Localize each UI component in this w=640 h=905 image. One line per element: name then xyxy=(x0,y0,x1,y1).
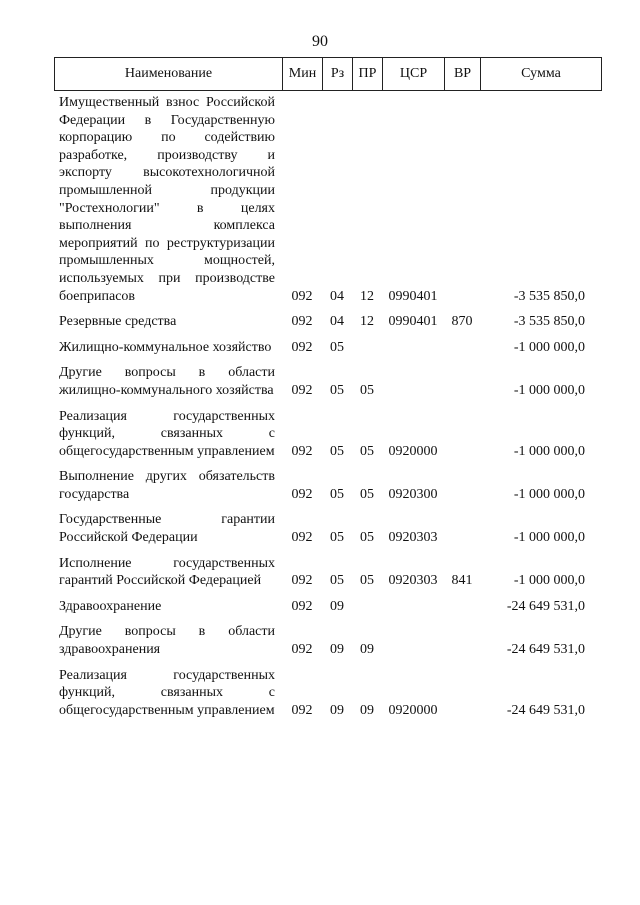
row-csr xyxy=(382,339,444,357)
row-name: Имущественный взнос Российской Федерации в Государственную корпорацию по содействию разработке, производству и экспорту высокотехнологичной промышленной продукции "Ростехнологии" в целях выполнения комплекса мероприятий по реструктуризации промышленных мощностей, используемых при производстве боеприпасов xyxy=(59,95,275,304)
row-rz: 05 xyxy=(330,573,344,589)
row-csr: 0990401 xyxy=(388,314,438,330)
table-row xyxy=(54,408,601,461)
row-sum: -24 649 531,0 xyxy=(506,642,585,658)
row-sum: -1 000 000,0 xyxy=(513,486,585,502)
row-min: 092 xyxy=(291,702,313,718)
row-spacer xyxy=(54,331,601,339)
row-sum: -1 000 000,0 xyxy=(513,443,585,459)
row-name: Реализация государственных функций, связанных с общегосударственным управлением xyxy=(59,667,275,718)
row-vr xyxy=(444,339,480,357)
column-header-csr: ЦСР xyxy=(383,58,445,91)
row-min: 092 xyxy=(291,598,313,614)
row-min: 092 xyxy=(291,382,313,398)
table-row xyxy=(54,511,601,546)
row-csr: 0920300 xyxy=(388,486,438,502)
row-vr: 841 xyxy=(451,573,473,589)
row-name: Выполнение других обязательств государства xyxy=(59,469,275,502)
row-spacer xyxy=(54,659,601,667)
row-sum: -3 535 850,0 xyxy=(513,314,585,330)
budget-table xyxy=(54,94,601,719)
row-spacer xyxy=(54,400,601,408)
row-rz: 04 xyxy=(330,288,344,304)
row-name: Резервные средства xyxy=(59,314,177,330)
row-sum: -3 535 850,0 xyxy=(513,288,585,304)
row-name: Исполнение государственных гарантий Российской Федерацией xyxy=(59,555,275,589)
row-vr: 870 xyxy=(451,314,473,330)
table-row xyxy=(54,667,601,720)
row-sum: -1 000 000,0 xyxy=(513,530,585,546)
row-pr: 12 xyxy=(360,288,374,304)
table-row xyxy=(54,94,601,305)
row-min: 092 xyxy=(291,314,313,330)
row-sum: -1 000 000,0 xyxy=(513,573,585,589)
row-vr xyxy=(444,408,480,461)
row-pr: 05 xyxy=(360,486,374,502)
row-vr xyxy=(444,623,480,658)
row-pr: 09 xyxy=(360,642,374,658)
row-rz: 09 xyxy=(330,702,344,718)
row-spacer xyxy=(54,460,601,468)
row-pr: 05 xyxy=(360,382,374,398)
row-name: Здравоохранение xyxy=(59,598,162,614)
row-vr xyxy=(444,667,480,720)
row-pr xyxy=(352,598,382,616)
row-vr xyxy=(444,364,480,399)
row-pr: 12 xyxy=(360,314,374,330)
row-spacer xyxy=(54,615,601,623)
table-row xyxy=(54,555,601,590)
row-csr xyxy=(382,623,444,658)
row-pr xyxy=(352,339,382,357)
row-min: 092 xyxy=(291,288,313,304)
table-header xyxy=(54,57,602,91)
row-rz: 04 xyxy=(330,314,344,330)
row-rz: 05 xyxy=(330,443,344,459)
row-rz: 05 xyxy=(330,339,344,355)
column-header-min: Мин xyxy=(283,58,323,91)
row-csr: 0990401 xyxy=(388,288,438,304)
row-rz: 09 xyxy=(330,598,344,614)
row-spacer xyxy=(54,356,601,364)
row-name: Реализация государственных функций, связанных с общегосударственным управлением xyxy=(59,408,275,459)
row-csr xyxy=(382,598,444,616)
page-number: 90 xyxy=(312,33,328,50)
row-pr: 09 xyxy=(360,702,374,718)
row-csr: 0920303 xyxy=(388,530,438,546)
row-spacer xyxy=(54,590,601,598)
row-name: Другие вопросы в области здравоохранения xyxy=(59,624,275,658)
column-header-pr: ПР xyxy=(353,58,383,91)
row-min: 092 xyxy=(291,339,313,355)
row-sum: -24 649 531,0 xyxy=(506,702,585,718)
row-vr xyxy=(444,94,480,305)
row-csr: 0920000 xyxy=(388,702,438,718)
row-spacer xyxy=(54,547,601,555)
row-spacer xyxy=(54,305,601,313)
row-min: 092 xyxy=(291,486,313,502)
column-header-name: Наименование xyxy=(55,58,283,91)
row-name: Государственные гарантии Российской Федерации xyxy=(59,512,275,546)
row-rz: 05 xyxy=(330,382,344,398)
row-vr xyxy=(444,511,480,546)
row-csr: 0920000 xyxy=(388,443,438,459)
row-min: 092 xyxy=(291,642,313,658)
column-header-rz: Рз xyxy=(323,58,353,91)
table-row xyxy=(54,598,601,616)
row-vr xyxy=(444,468,480,503)
row-pr: 05 xyxy=(360,443,374,459)
column-header-vr: ВР xyxy=(445,58,481,91)
row-name: Жилищно-коммунальное хозяйство xyxy=(59,339,272,355)
row-sum: -1 000 000,0 xyxy=(513,339,585,355)
row-sum: -1 000 000,0 xyxy=(513,382,585,398)
row-sum: -24 649 531,0 xyxy=(506,598,585,614)
table-row xyxy=(54,313,601,331)
table-row xyxy=(54,364,601,399)
row-vr xyxy=(444,598,480,616)
row-name: Другие вопросы в области жилищно-коммунального хозяйства xyxy=(59,365,275,398)
row-rz: 05 xyxy=(330,530,344,546)
table-row xyxy=(54,623,601,658)
row-pr: 05 xyxy=(360,573,374,589)
row-csr: 0920303 xyxy=(388,573,438,589)
row-csr xyxy=(382,364,444,399)
row-min: 092 xyxy=(291,573,313,589)
row-min: 092 xyxy=(291,443,313,459)
row-pr: 05 xyxy=(360,530,374,546)
table-row xyxy=(54,339,601,357)
row-spacer xyxy=(54,503,601,511)
row-min: 092 xyxy=(291,530,313,546)
row-rz: 09 xyxy=(330,642,344,658)
row-rz: 05 xyxy=(330,486,344,502)
table-row xyxy=(54,468,601,503)
column-header-sum: Сумма xyxy=(481,58,602,91)
